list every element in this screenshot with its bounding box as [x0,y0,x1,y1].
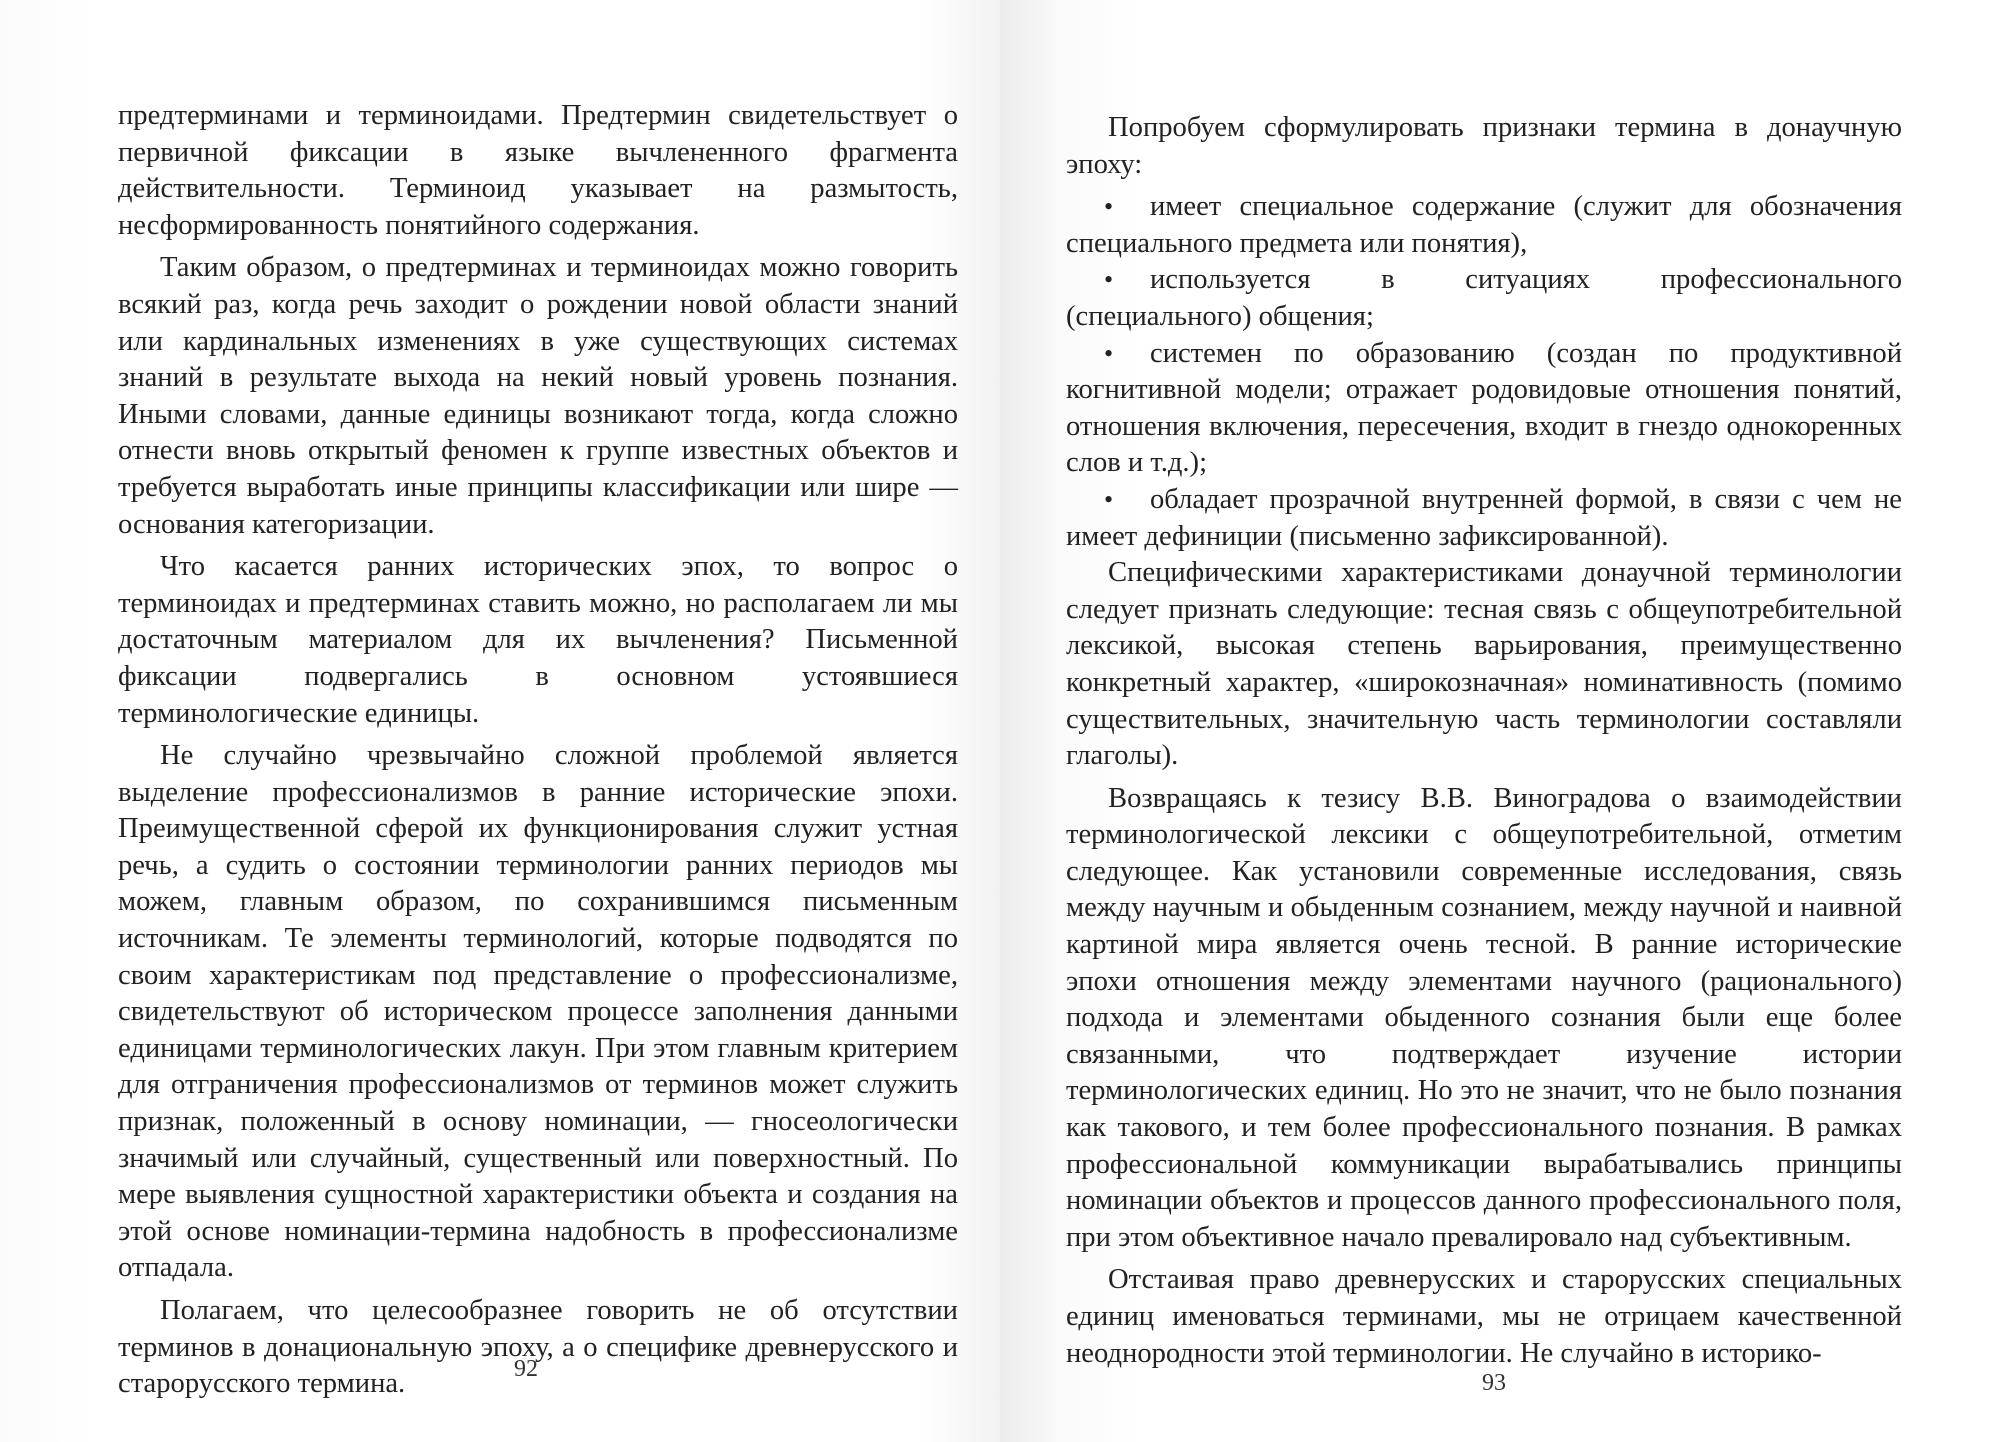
list-item [1066,482,1902,555]
bullet-icon: • [1104,192,1114,222]
list-item-text: системен по образованию (создан по продуктивной когнитивной модели; отражает родовидовые отношения понятий, отношения включения, пересечения, входит в гнездо однокоренных слов и т.д.); [1066,337,1902,479]
paragraph: Таким образом, о предтерминах и терминоидах можно говорить всякий раз, когда речь заходит о рождении новой области знаний или кардинальных изменениях в уже существующих системах знаний в результате выхода на некий новый уровень познания. Иными словами, данные единицы возникают тогда, когда сложно отнести вновь открытый феномен к группе известных объектов и требуется выработать иные принципы классификации или шире — основания категоризации. [118,252,958,540]
page-number: 93 [1482,1370,1506,1396]
term-features-list [1066,189,1902,555]
right-page-text [1066,110,1902,1378]
paragraph: Специфическими характеристиками донаучной терминологии следует признать следующие: тесная связь с общеупотребительной лексикой, высокая степень варьирования, преимущественно конкретный характер, «широкозначная» номинативность (помимо существительных, значительную часть терминологии составляли глаголы). [1066,557,1902,772]
bullet-icon: • [1104,484,1114,514]
intro-paragraph: Попробуем сформулировать признаки термина в донаучную эпоху: [1066,112,1902,180]
paragraph: предтерминами и терминоидами. Предтермин свидетельствует о первичной фиксации в языке вычлененного фрагмента действительности. Терминоид указывает на размытость, несформированность понятийного содержания. [118,100,958,241]
paragraph: Что касается ранних исторических эпох, то вопрос о терминоидах и предтерминах ставить можно, но располагаем ли мы достаточным материалом для их вычленения? Письменной фиксации подвергались в основном устоявшиеся терминологические единицы. [118,551,958,729]
right-page [1000,0,2000,1442]
list-item-text: обладает прозрачной внутренней формой, в связи с чем не имеет дефиниции (письменно зафиксированной). [1066,483,1902,552]
paragraph: Возвращаясь к тезису В.В. Виноградова о взаимодействии терминологической лексики с общеупотребительной, отметим следующее. Как установили современные исследования, связь между научным и обыденным сознанием, между научной и наивной картиной мира является очень тесной. В ранние исторические эпохи отношения между элементами научного (рационального) подхода и элементами обыденного сознания были еще более связанными, что подтверждает изучение истории терминологических единиц. Но это не значит, что не было познания как такового, и тем более профессионального познания. В рамках профессиональной коммуникации вырабатывались принципы номинации объектов и процессов данного профессионального поля, при этом объективное начало превалировало над субъективным. [1066,782,1902,1253]
paragraph: Полагаем, что целесообразнее говорить не об отсутствии терминов в донациональную эпоху, а о специфике древнерусского и старорусского термина. [118,1295,958,1400]
left-page-text [118,98,958,1409]
list-item-text: имеет специальное содержание (служит для обозначения специального предмета или понятия), [1066,191,1902,259]
list-item [1066,336,1902,482]
list-item-text: используется в ситуациях профессионального (специального) общения; [1066,264,1902,332]
paragraph: Не случайно чрезвычайно сложной проблемой является выделение профессионализмов в ранние исторические эпохи. Преимущественной сферой их функционирования служит устная речь, а судить о состоянии терминологии ранних периодов мы можем, главным образом, по сохранившимся письменным источникам. Те элементы терминологий, которые подводятся по своим характеристикам под представление о профессионализме, свидетельствуют об историческом процессе заполнения данными единицами терминологических лакун. При этом главным критерием для отграничения профессионализмов от терминов может служить признак, положенный в основу номинации, — гносеологически значимый или случайный, существенный или поверхностный. По мере выявления сущностной характеристики объекта и создания на этой основе номинации-термина надобность в профессионализме отпадала. [118,740,958,1284]
paragraph: Отстаивая право древнерусских и старорусских специальных единиц именоваться терминами, мы не отрицаем качественной неоднородности этой терминологии. Не случайно в историко- [1066,1264,1902,1369]
page-number: 92 [514,1356,538,1382]
bullet-icon: • [1104,338,1114,368]
list-item [1066,262,1902,335]
list-item [1066,189,1902,262]
bullet-icon: • [1104,265,1114,295]
